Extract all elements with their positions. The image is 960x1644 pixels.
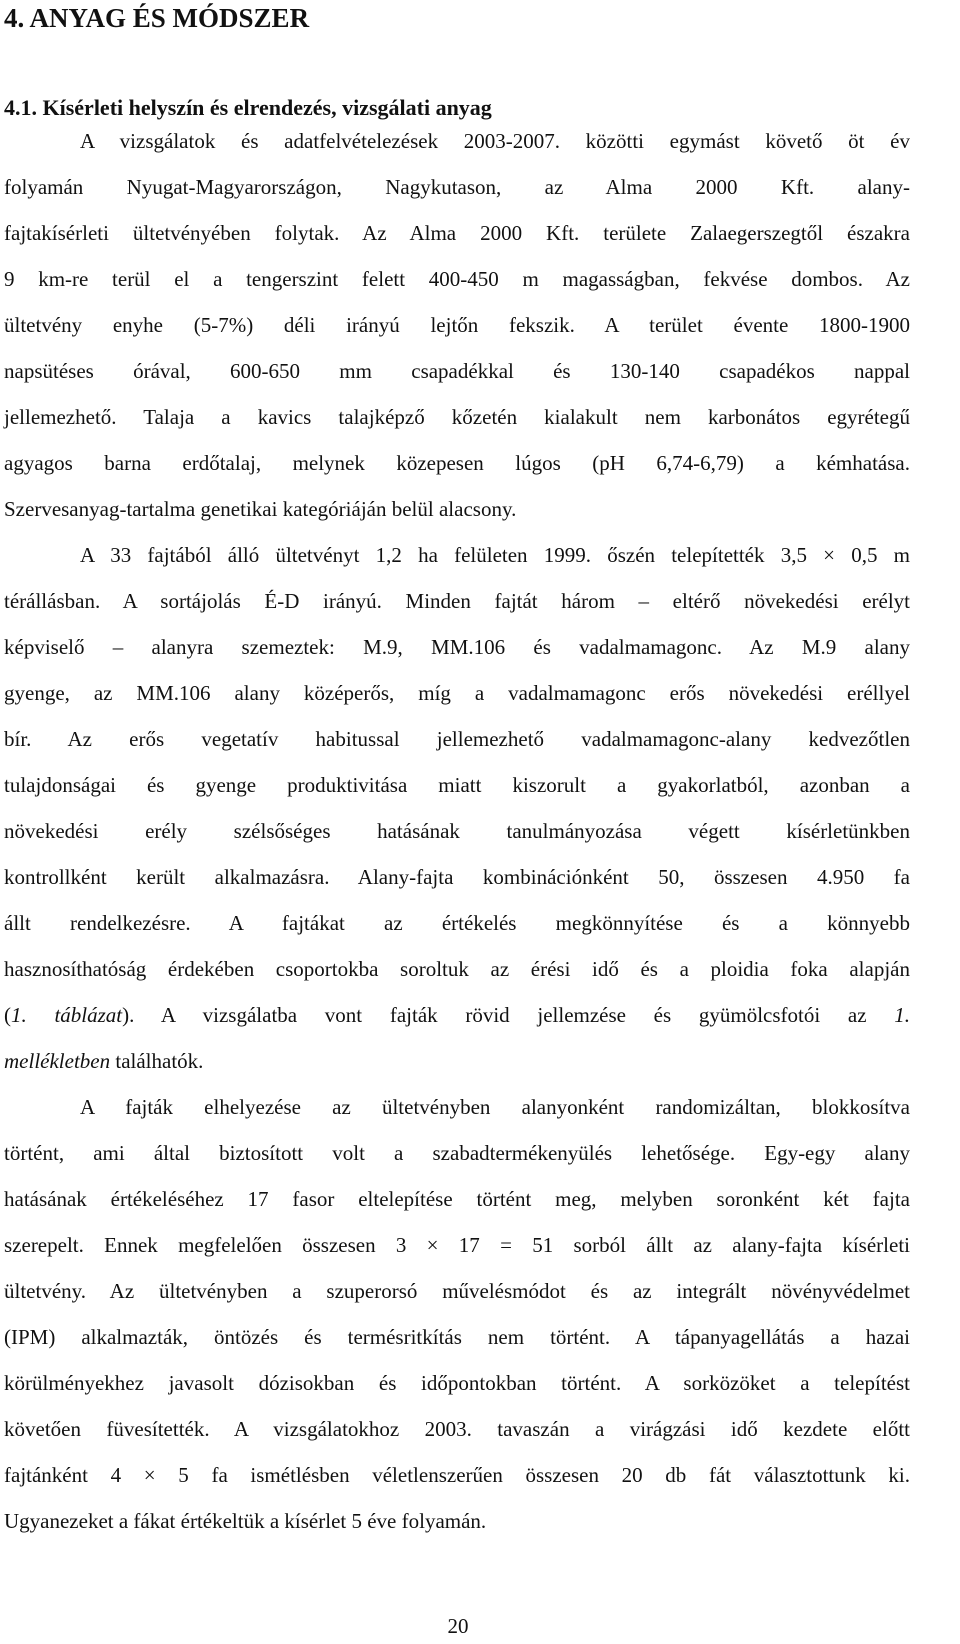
text-segment: napsütéses órával, 600-650 mm csapadékkal és 130-140 csapadékos nappal bbox=[4, 359, 910, 383]
text-segment: ültetvény. Az ültetvényben a szuperorsó művelésmódot és az integrált növényvédelmet bbox=[4, 1279, 910, 1303]
text-segment: fajtakísérleti ültetvényében folytak. Az Alma 2000 Kft. területe Zalaegerszegtől északra bbox=[4, 221, 910, 245]
text-line bbox=[80, 1092, 910, 1122]
text-line bbox=[4, 402, 910, 432]
text-line bbox=[4, 448, 910, 478]
text-segment: állt rendelkezésre. A fajtákat az értékelés megkönnyítése és a könnyebb bbox=[4, 911, 910, 935]
text-segment: történt, ami által biztosított volt a szabadtermékenyülés lehetősége. Egy-egy alany bbox=[4, 1141, 910, 1165]
italic-text: 1. táblázat bbox=[11, 1003, 123, 1027]
page-number: 20 bbox=[447, 1614, 469, 1638]
text-line bbox=[4, 1322, 910, 1352]
text-line bbox=[4, 770, 910, 800]
text-segment: tulajdonságai és gyenge produktivitása miatt kiszorult a gyakorlatból, azonban a bbox=[4, 773, 910, 797]
text-line bbox=[4, 1000, 910, 1030]
italic-text: 1. bbox=[894, 1003, 910, 1027]
text-line bbox=[80, 126, 910, 156]
text-line bbox=[4, 1276, 910, 1306]
text-segment: szerepelt. Ennek megfelelően összesen 3 × 17 = 51 sorból állt az alany-fajta kísérleti bbox=[4, 1233, 910, 1257]
text-line bbox=[4, 678, 910, 708]
text-line bbox=[4, 1230, 910, 1260]
text-segment: A vizsgálatok és adatfelvételezések 2003-2007. közötti egymást követő öt év bbox=[80, 129, 910, 153]
text-line bbox=[4, 816, 910, 846]
text-segment: kontrollként került alkalmazásra. Alany-fajta kombinációnként 50, összesen 4.950 fa bbox=[4, 865, 910, 889]
text-segment: (IPM) alkalmazták, öntözés és termésritkítás nem történt. A tápanyagellátás a hazai bbox=[4, 1325, 910, 1349]
text-segment: Ugyanezeket a fákat értékeltük a kísérlet 5 éve folyamán. bbox=[4, 1509, 487, 1533]
text-segment: növekedési erély szélsőséges hatásának tanulmányozása végett kísérletünkben bbox=[4, 819, 910, 843]
text-line bbox=[4, 1460, 910, 1490]
text-segment: ). A vizsgálatba vont fajták rövid jellemzése és gyümölcsfotói az bbox=[122, 1003, 895, 1027]
text-segment: A 33 fajtából álló ültetvényt 1,2 ha felületen 1999. őszén telepítették 3,5 × 0,5 m bbox=[80, 543, 910, 567]
text-segment: találhatók. bbox=[110, 1049, 204, 1073]
text-line bbox=[4, 494, 910, 524]
text-segment: gyenge, az MM.106 alany középerős, míg a vadalmamagonc erős növekedési eréllyel bbox=[4, 681, 910, 705]
text-line bbox=[4, 586, 910, 616]
text-line bbox=[4, 1506, 910, 1536]
text-segment: bír. Az erős vegetatív habitussal jellemezhető vadalmamagonc-alany kedvezőtlen bbox=[4, 727, 910, 751]
text-segment: Szervesanyag-tartalma genetikai kategóriáján belül alacsony. bbox=[4, 497, 517, 521]
text-segment: követően füvesítették. A vizsgálatokhoz 2003. tavaszán a virágzási idő kezdete előtt bbox=[4, 1417, 910, 1441]
text-line bbox=[4, 632, 910, 662]
text-segment: hatásának értékeléséhez 17 fasor eltelepítése történt meg, melyben soronként két fajta bbox=[4, 1187, 910, 1211]
italic-text: mellékletben bbox=[4, 1049, 111, 1073]
text-line bbox=[4, 1138, 910, 1168]
text-segment: agyagos barna erdőtalaj, melynek közepesen lúgos (pH 6,74-6,79) a kémhatása. bbox=[4, 451, 910, 475]
text-segment: A fajták elhelyezése az ültetvényben alanyonként randomizáltan, blokkosítva bbox=[80, 1095, 910, 1119]
text-line bbox=[4, 1046, 910, 1076]
text-line bbox=[4, 310, 910, 340]
text-line bbox=[80, 540, 910, 570]
chapter-heading: 4. ANYAG ÉS MÓDSZER bbox=[4, 3, 310, 33]
section-heading: 4.1. Kísérleti helyszín és elrendezés, vizsgálati anyag bbox=[4, 95, 492, 120]
text-line bbox=[4, 1368, 910, 1398]
text-segment: jellemezhető. Talaja a kavics talajképző kőzetén kialakult nem karbonátos egyrétegű bbox=[4, 405, 910, 429]
text-line bbox=[4, 862, 910, 892]
text-line bbox=[4, 218, 910, 248]
text-line bbox=[4, 908, 910, 938]
text-segment: ( bbox=[4, 1003, 11, 1027]
text-line bbox=[4, 724, 910, 754]
text-segment: fajtánként 4 × 5 fa ismétlésben véletlenszerűen összesen 20 db fát választottunk ki. bbox=[4, 1463, 910, 1487]
text-segment: 9 km-re terül el a tengerszint felett 400-450 m magasságban, fekvése dombos. Az bbox=[4, 267, 910, 291]
text-segment: térállásban. A sortájolás É-D irányú. Minden fajtát három – eltérő növekedési erélyt bbox=[4, 589, 910, 613]
text-segment: hasznosíthatóság érdekében csoportokba soroltuk az érési idő és a ploidia foka alapján bbox=[4, 957, 910, 981]
text-line bbox=[4, 954, 910, 984]
text-line bbox=[4, 1184, 910, 1214]
text-line bbox=[4, 172, 910, 202]
text-line bbox=[4, 356, 910, 386]
text-segment: folyamán Nyugat-Magyarországon, Nagykutason, az Alma 2000 Kft. alany- bbox=[4, 175, 910, 199]
text-segment: képviselő – alanyra szemeztek: M.9, MM.106 és vadalmamagonc. Az M.9 alany bbox=[4, 635, 910, 659]
text-segment: ültetvény enyhe (5-7%) déli irányú lejtőn fekszik. A terület évente 1800-1900 bbox=[4, 313, 910, 337]
text-line bbox=[4, 1414, 910, 1444]
text-line bbox=[4, 264, 910, 294]
text-segment: körülményekhez javasolt dózisokban és időpontokban történt. A sorközöket a telepítést bbox=[4, 1371, 910, 1395]
